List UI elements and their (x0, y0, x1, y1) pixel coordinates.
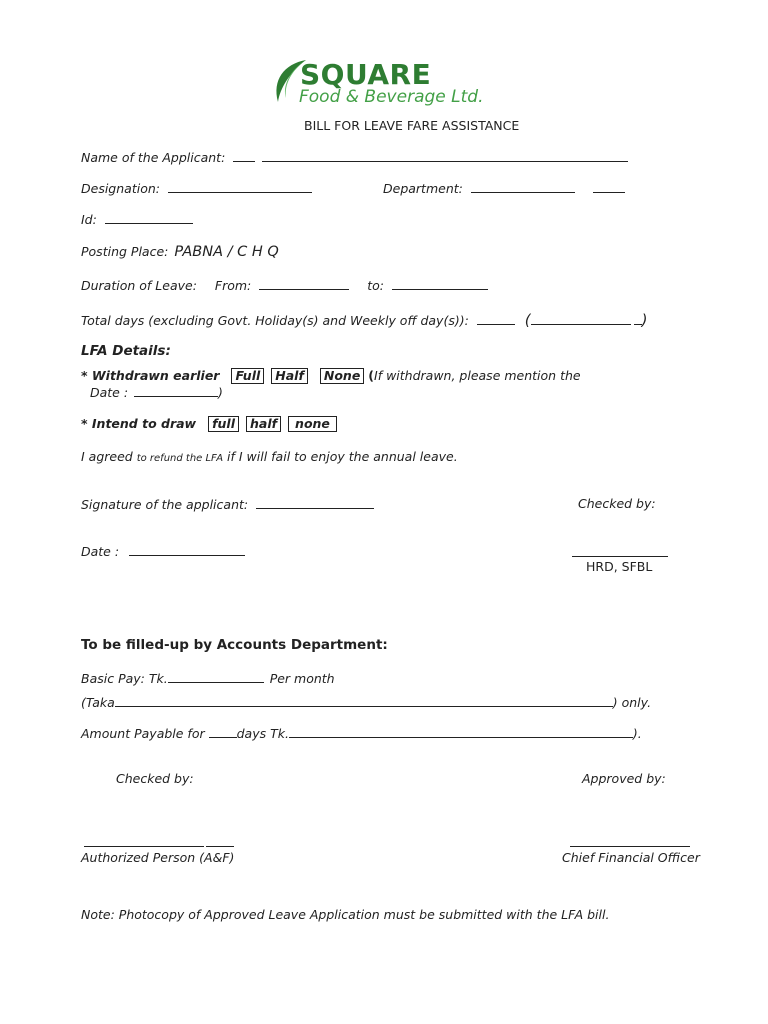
only-label: ) only. (612, 695, 652, 710)
total-days-blank[interactable] (477, 312, 515, 325)
amount-label-b: days Tk. (236, 726, 289, 741)
department-blank-2[interactable] (593, 180, 625, 193)
intend-row (81, 416, 337, 432)
withdrawn-full-option[interactable]: Full (231, 368, 264, 384)
withdrawn-date-label: Date : (90, 385, 129, 400)
applicant-signature-blank[interactable] (256, 496, 374, 509)
to-label: to: (367, 278, 384, 293)
total-days-words-blank[interactable] (531, 312, 631, 325)
approved-by-label: Approved by: (582, 771, 666, 786)
id-blank[interactable] (105, 211, 193, 224)
designation-blank[interactable] (168, 180, 312, 193)
name-blank-short[interactable] (233, 149, 255, 162)
total-days-paren-close: ) (641, 311, 648, 329)
authorized-signature-line-2 (206, 846, 234, 847)
basic-pay-row (81, 670, 335, 686)
cfo-label: Chief Financial Officer (562, 850, 700, 865)
withdrawn-date-blank[interactable] (134, 384, 218, 397)
duration-row (81, 277, 488, 293)
date-row (81, 543, 245, 559)
authorized-person-label: Authorized Person (A&F) (81, 850, 235, 865)
hrd-signature-line (572, 556, 668, 557)
name-row (81, 149, 628, 165)
posting-value: PABNA / C H Q (174, 244, 279, 260)
date-label: Date : (81, 544, 120, 559)
withdrawn-date-close: ) (218, 385, 223, 400)
agreement-text-b: to refund the LFA (136, 453, 224, 464)
agreement-row (81, 449, 458, 464)
duration-label: Duration of Leave: (81, 278, 197, 293)
intend-label: * Intend to draw (81, 416, 197, 431)
amount-tk-blank[interactable] (289, 725, 633, 738)
checked-by-hrd-label: Checked by: (578, 496, 656, 511)
amount-row (81, 725, 642, 741)
intend-full-option[interactable]: full (208, 416, 239, 432)
logo-company: SQUARE (300, 58, 432, 91)
withdrawn-note: If withdrawn, please mention the (374, 368, 581, 383)
designation-label: Designation: (81, 181, 160, 196)
to-blank[interactable] (392, 277, 488, 290)
posting-label: Posting Place: (81, 244, 169, 259)
per-month-label: Per month (269, 671, 335, 686)
taka-open: (Taka (81, 695, 115, 710)
intend-half-option[interactable]: half (246, 416, 281, 432)
basic-pay-blank[interactable] (168, 670, 264, 683)
agreement-text-c: if I will fail to enjoy the annual leave. (223, 449, 458, 464)
total-days-label: Total days (excluding Govt. Holiday(s) and Weekly off day(s)): (81, 313, 469, 328)
taka-words-blank[interactable] (115, 694, 613, 707)
amount-label-a: Amount Payable for (81, 726, 209, 741)
department-row (383, 180, 625, 196)
total-days-paren-open: ( (524, 311, 531, 329)
accounts-checked-by-label: Checked by: (116, 771, 194, 786)
footer-note: Note: Photocopy of Approved Leave Application must be submitted with the LFA bill. (81, 907, 610, 922)
intend-none-option[interactable]: none (288, 416, 337, 432)
basic-pay-label: Basic Pay: Tk. (81, 671, 168, 686)
department-blank[interactable] (471, 180, 575, 193)
total-days-words-blank-2[interactable] (634, 312, 642, 325)
form-title: BILL FOR LEAVE FARE ASSISTANCE (304, 118, 520, 133)
designation-row (81, 180, 312, 196)
hrd-label: HRD, SFBL (586, 559, 653, 574)
agreement-text-a: I agreed (81, 449, 137, 464)
withdrawn-row (81, 368, 581, 384)
id-row (81, 211, 193, 227)
withdrawn-note-open: ( (368, 368, 375, 383)
logo-division: Food & Beverage Ltd. (299, 87, 484, 107)
from-blank[interactable] (259, 277, 349, 290)
id-label: Id: (81, 212, 97, 227)
applicant-signature-label: Signature of the applicant: (81, 497, 249, 512)
total-days-row (81, 311, 648, 329)
date-blank[interactable] (129, 543, 245, 556)
amount-days-blank[interactable] (209, 725, 237, 738)
amount-close: ). (632, 726, 642, 741)
posting-row (81, 244, 279, 260)
withdrawn-date-row (90, 384, 223, 400)
department-label: Department: (383, 181, 463, 196)
from-label: From: (214, 278, 252, 293)
taka-row (81, 694, 651, 710)
authorized-signature-line (84, 846, 204, 847)
applicant-signature-row (81, 496, 374, 512)
cfo-signature-line (570, 846, 690, 847)
lfa-heading: LFA Details: (81, 343, 171, 359)
name-blank[interactable] (262, 149, 628, 162)
withdrawn-label: * Withdrawn earlier (81, 368, 220, 383)
accounts-heading: To be filled-up by Accounts Department: (81, 637, 388, 653)
withdrawn-half-option[interactable]: Half (271, 368, 308, 384)
withdrawn-none-option[interactable]: None (320, 368, 364, 384)
name-label: Name of the Applicant: (81, 150, 226, 165)
